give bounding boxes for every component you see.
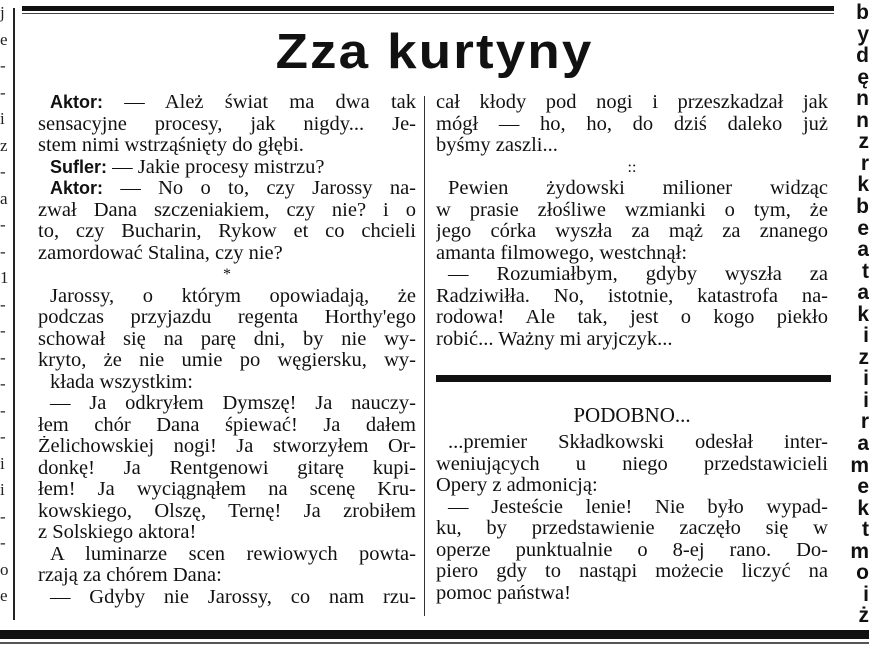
edge-fragment: i — [0, 453, 5, 473]
podobno-section — [436, 402, 828, 604]
edge-fragment: a — [0, 188, 8, 208]
edge-fragment: n — [856, 108, 869, 132]
left-edge-fragments — [0, 0, 12, 630]
edge-fragment: a — [857, 432, 869, 456]
paragraph-line: rodowa! Ale tak, jest o kogo piekło — [436, 307, 828, 328]
section-separator: * — [223, 266, 231, 283]
bottom-rule-thin — [0, 642, 869, 644]
edge-fragment: - — [0, 427, 6, 447]
dialogue-line: Aktor: — Ależ świat ma dwa tak — [50, 92, 416, 113]
paragraph-line: mógł — ho, ho, do dziś daleko już — [436, 113, 828, 135]
paragraph-line: Opery z admonicją: — [436, 475, 598, 496]
edge-fragment: r — [860, 410, 869, 434]
edge-fragment: k — [857, 302, 869, 326]
edge-fragment: z — [858, 345, 869, 369]
edge-fragment: t — [862, 259, 869, 283]
edge-fragment: a — [857, 238, 869, 262]
paragraph-millionaire — [436, 178, 828, 350]
edge-fragment: i — [863, 367, 869, 391]
edge-fragment: - — [0, 321, 6, 341]
edge-fragment: - — [0, 533, 6, 553]
edge-fragment: n — [856, 87, 869, 111]
paragraph-line: robić... Ważny mi aryjczyk... — [436, 328, 673, 350]
section-rule — [436, 375, 831, 382]
edge-fragment: i — [863, 324, 869, 348]
edge-fragment: z — [0, 135, 8, 155]
right-column — [436, 92, 828, 350]
top-rule-thin — [22, 13, 834, 14]
continuation-block — [436, 92, 828, 157]
paragraph-line: jego córka wyszła za mąż za znanego — [436, 221, 828, 242]
edge-fragment: k — [857, 173, 869, 197]
dialogue-line: zwał Dana szczeniakiem, czy nie? i o — [38, 199, 416, 221]
edge-fragment: i — [863, 388, 869, 412]
edge-fragment: - — [0, 82, 6, 102]
edge-fragment: - — [0, 506, 6, 526]
paragraph-line: łem chór Dana śpiewać! Ja dałem — [38, 414, 416, 436]
paragraph-line: amanta filmowego, westchnął: — [436, 242, 688, 264]
paragraph-line: kowskiego, Olszę, Ternę! Ja zrobiłem — [38, 500, 416, 522]
dialogue-line: sensacyjne procesy, jak nigdy... Je- — [38, 113, 416, 135]
paragraph-line: ...premier Składkowski odesłał inter- — [448, 432, 828, 453]
dialogue-line: Aktor: — No o to, czy Jarossy na- — [50, 178, 416, 199]
dialogue-line: stem nimi wstrząśnięty do głębi. — [38, 135, 304, 156]
edge-fragment: o — [856, 561, 869, 585]
section-heading: PODOBNO... — [573, 403, 691, 427]
bottom-rule — [0, 630, 869, 639]
right-edge-fragments — [843, 0, 869, 650]
edge-fragment: i — [863, 582, 869, 606]
paragraph-line: Pewien żydowski milioner widząc — [448, 178, 828, 199]
edge-fragment: b — [856, 1, 869, 24]
edge-fragment: 1 — [0, 268, 9, 288]
edge-fragment: b — [856, 194, 869, 218]
edge-fragment: - — [0, 162, 6, 182]
edge-fragment: e — [0, 586, 8, 606]
edge-fragment: - — [0, 400, 6, 420]
section-separator: :: — [627, 158, 637, 176]
edge-fragment: d — [856, 44, 869, 68]
paragraph-line: — Rozumiałbym, gdyby wyszła za — [448, 264, 828, 285]
paragraph-line: Żelichowskiej nogi! Ja stworzyłem Or- — [38, 436, 416, 457]
edge-fragment: m — [850, 539, 869, 563]
column-divider — [424, 96, 425, 616]
edge-fragment: a — [857, 281, 869, 305]
edge-fragment: r — [860, 151, 869, 175]
edge-fragment: m — [850, 453, 869, 477]
speaker-label: Aktor: — [50, 92, 103, 112]
paragraph-line: podczas przyjazdu regenta Horthy'ego — [38, 307, 416, 328]
left-column — [38, 92, 416, 608]
dialogue-block — [38, 92, 416, 264]
dialogue-line: Sufler: — Jakie procesy mistrzu? — [50, 156, 325, 178]
top-rule — [22, 6, 834, 11]
dialogue-line: zamordować Stalina, czy nie? — [38, 242, 283, 264]
edge-fragment: t — [862, 518, 869, 542]
paragraph-line: A luminarze scen rewiowych powta- — [50, 543, 416, 565]
paragraph-line: kryto, że nie umie po węgiersku, wy- — [38, 350, 416, 371]
paragraph-line: łem! Ja wyciągnąłem na scenę Kru- — [38, 479, 416, 500]
edge-fragment: - — [0, 294, 6, 314]
edge-fragment: y — [857, 22, 869, 46]
article-title: Zza kurtyny — [275, 25, 594, 79]
edge-fragment: o — [0, 559, 9, 579]
speaker-label: Aktor: — [50, 178, 103, 198]
paragraph-line: donkę! Ja Rentgenowi gitarę kupi- — [38, 457, 416, 479]
paragraph-line: byśmy zaszli... — [436, 135, 558, 156]
edge-fragment: e — [0, 29, 8, 49]
speaker-label: Sufler: — [50, 156, 108, 177]
edge-fragment: e — [857, 475, 869, 499]
edge-fragment: - — [0, 56, 6, 76]
paragraph-line: weniujących u niego przedstawicieli — [436, 453, 828, 475]
edge-fragment: z — [858, 130, 869, 154]
paragraph-line: ku, by przedstawienie zaczęło się w — [436, 518, 828, 539]
edge-fragment: ę — [857, 65, 869, 89]
edge-fragment: - — [0, 374, 6, 394]
edge-fragment: ż — [858, 604, 869, 628]
paragraph-line: rzają za chórem Dana: — [38, 565, 222, 586]
edge-fragment: - — [0, 241, 6, 261]
left-column-rule — [13, 8, 15, 620]
edge-fragment: j — [0, 3, 5, 22]
edge-fragment: i — [0, 109, 5, 129]
paragraph-line: kłada wszystkim: — [50, 371, 193, 393]
paragraph-line: pomoc państwa! — [436, 582, 571, 604]
paragraph-line: — Jesteście lenie! Nie było wypad- — [448, 496, 828, 518]
edge-fragment: e — [857, 216, 869, 240]
paragraph-line: cał kłody pod nogi i przeszkadzał jak — [436, 92, 828, 113]
paragraph-line: w prasie złośliwe wzmianki o tym, że — [436, 199, 828, 221]
paragraph-line: piero gdy to nastąpi możecie liczyć na — [436, 561, 828, 582]
podobno-text — [436, 432, 828, 604]
edge-fragment: k — [857, 496, 869, 520]
paragraph-line: Jarossy, o którym opowiadają, że — [50, 285, 416, 307]
paragraph-line: z Solskiego aktora! — [38, 522, 197, 543]
paragraph-jarossy — [38, 286, 416, 609]
paragraph-line: — Ja odkryłem Dymszę! Ja nauczy- — [50, 393, 416, 414]
edge-fragment: i — [0, 480, 5, 500]
dialogue-line: to, czy Bucharin, Rykow et co chcieli — [38, 221, 416, 242]
paragraph-line: Radziwiłła. No, istotnie, katastrofa na- — [436, 285, 828, 307]
edge-fragment: - — [0, 215, 6, 235]
paragraph-line: schował się na parę dni, by nie wy- — [38, 328, 416, 350]
paragraph-line: — Gdyby nie Jarossy, co nam rzu- — [50, 586, 416, 608]
paragraph-line: operze punktualnie o 8-ej rano. Do- — [436, 539, 828, 561]
edge-fragment: - — [0, 347, 6, 367]
